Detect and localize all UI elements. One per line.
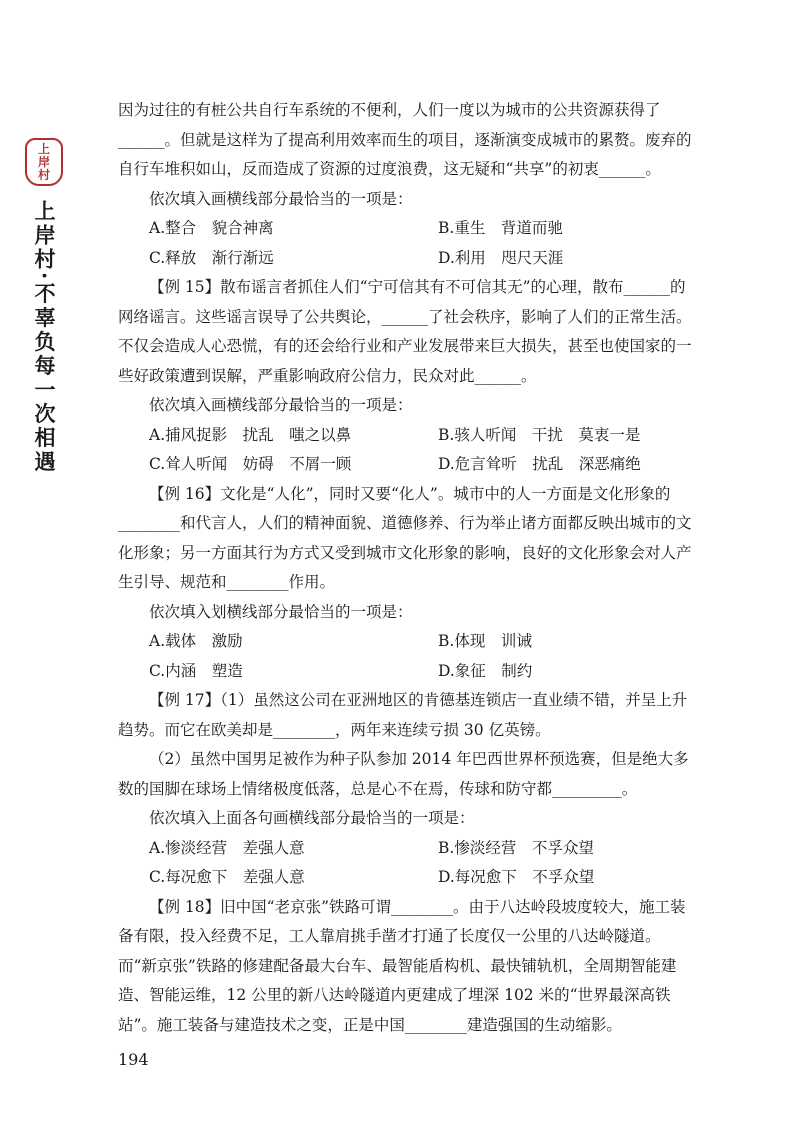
- option-a: A.捕风捉影 扰乱 嗤之以鼻: [149, 425, 352, 444]
- option-c: C.内涵 塑造: [149, 661, 243, 680]
- option-a: A.整合 貌合神离: [149, 219, 274, 237]
- options-group: [118, 214, 696, 273]
- option-d: D.危言耸听 扰乱 深恶痛绝: [438, 455, 641, 473]
- example-16: 【例 16】文化是“人化”，同时又要“化人”。城市中的人一方面是文化形象的________和代言人，人们的精神面貌、道德修养、行为举止诸方面都反映出城市的文化形象；另一方面其行为方式又受到城市文化形象的影响，良好的文化形象会对人产生引导、规范和________作用。: [118, 484, 692, 591]
- page-body: [118, 96, 696, 1040]
- question-prompt: 依次填入划横线部分最恰当的一项是：: [149, 602, 413, 621]
- options-group: [118, 421, 696, 480]
- options-group: [118, 627, 696, 686]
- example-17-part-1: 【例 17】（1）虽然这公司在亚洲地区的肯德基连锁店一直业绩不错，并呈上升趋势。而它在欧美却是________，两年来连续亏损 30 亿英镑。: [118, 691, 688, 739]
- example-15: 【例 15】散布谣言者抓住人们“宁可信其有不可信其无”的心理，散布______的网络谣言。这些谣言误导了公共舆论，______了社会秩序，影响了人们的正常生活。不仅会造成人心恐慌，有的还会给行业和产业发展带来巨大损失，甚至也使国家的一些好政策遭到误解，严重影响政府公信力，民众对此______。: [118, 278, 692, 385]
- page-number: 194: [118, 1050, 149, 1069]
- option-c: C.耸人听闻 妨碍 不屑一顾: [149, 455, 352, 473]
- paragraph: 因为过往的有桩公共自行车系统的不便利，人们一度以为城市的公共资源获得了______。但就是这样为了提高利用效率而生的项目，逐渐演变成城市的累赘。废弃的自行车堆积如山，反而造成了资源的过度浪费，这无疑和“共享”的初衷______。: [118, 101, 692, 178]
- option-a: A.载体 激励: [149, 632, 243, 650]
- option-d: D.每况愈下 不孚众望: [438, 868, 595, 886]
- question-prompt: 依次填入画横线部分最恰当的一项是：: [149, 189, 413, 208]
- question-prompt: 依次填入画横线部分最恰当的一项是：: [149, 396, 413, 414]
- option-b: B.骇人听闻 干扰 莫衷一是: [438, 425, 641, 444]
- option-b: B.惨淡经营 不孚众望: [438, 838, 594, 857]
- options-group: [118, 834, 696, 893]
- example-17-part-2: （2）虽然中国男足被作为种子队参加 2014 年巴西世界杯预选赛，但是绝大多数的国脚在球场上情绪极度低落，总是心不在焉，传球和防守都_________。: [118, 750, 689, 798]
- option-c: C.每况愈下 差强人意: [149, 868, 305, 886]
- option-b: B.重生 背道而驰: [438, 219, 563, 237]
- option-d: D.象征 制约: [438, 661, 533, 680]
- seal-logo: [25, 138, 63, 186]
- seal-char: 上: [37, 141, 50, 156]
- seal-char: 岸: [37, 154, 50, 169]
- example-18: 【例 18】旧中国“老京张”铁路可谓________。由于八达岭段坡度较大，施工装备有限，投入经费不足，工人靠肩挑手凿才打通了长度仅一公里的八达岭隧道。而“新京张”铁路的修建配备最大台车、最智能盾构机、最快铺轨机，全周期智能建造、智能运维，12 公里的新八达岭隧道内更建成了埋深 102 米的“世界最深高铁站”。施工装备与建造技术之变，正是中国________建造强国的生动缩影。: [118, 897, 686, 1034]
- option-d: D.利用 咫尺天涯: [438, 248, 564, 267]
- side-slogan: 上岸村·不辜负每一次相遇: [32, 200, 57, 475]
- side-tab: [20, 138, 68, 474]
- seal-char: 村: [37, 167, 50, 182]
- option-b: B.体现 训诫: [438, 632, 532, 650]
- option-c: C.释放 渐行渐远: [149, 248, 274, 267]
- option-a: A.惨淡经营 差强人意: [149, 838, 305, 857]
- question-prompt: 依次填入上面各句画横线部分最恰当的一项是：: [149, 809, 475, 827]
